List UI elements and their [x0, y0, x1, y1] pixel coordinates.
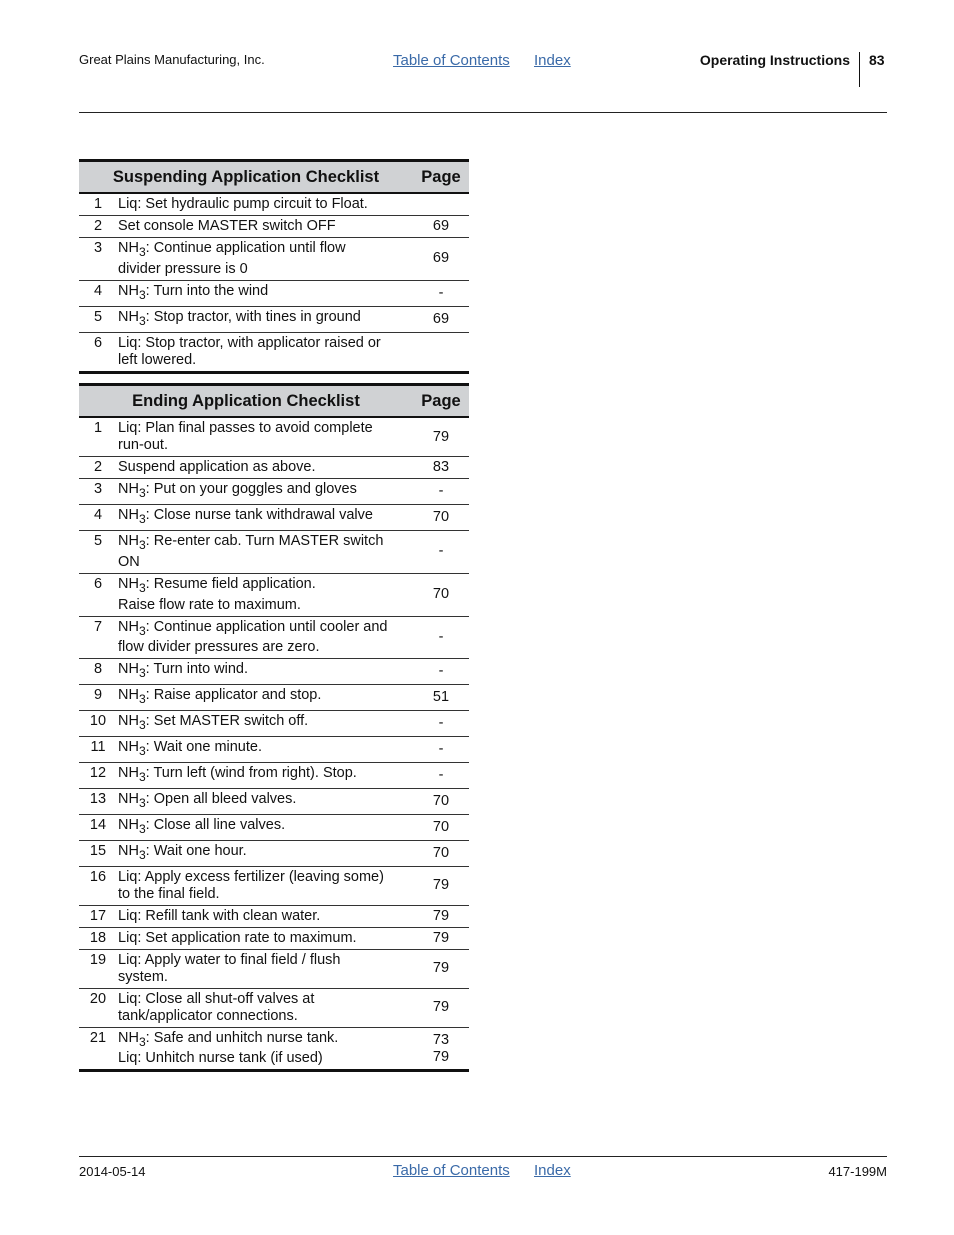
page-ref-value: 79	[432, 929, 450, 946]
table-row	[79, 280, 469, 306]
step-number: 15	[79, 840, 117, 866]
table-row	[79, 866, 469, 905]
step-line	[118, 459, 316, 475]
page-ref-value: 69	[432, 218, 450, 234]
page-ref	[413, 905, 469, 927]
header-divider	[859, 52, 860, 87]
footer-doc-number: 417-199M	[828, 1164, 887, 1179]
step-number: 4	[79, 280, 117, 306]
page-ref-value: -	[438, 482, 444, 499]
table-row	[79, 927, 469, 949]
page-column-header: Page	[413, 385, 469, 418]
page-ref-value: 70	[432, 792, 450, 809]
page-ref-value: -	[438, 715, 444, 732]
step-line	[118, 765, 357, 784]
footer-rule	[79, 1156, 887, 1157]
page-ref	[413, 659, 469, 685]
step-line-2: ON	[118, 553, 140, 570]
page-ref	[413, 306, 469, 332]
table-row	[79, 814, 469, 840]
step-line	[118, 661, 249, 681]
chemical-prefix: NH	[118, 575, 139, 592]
table-row	[79, 988, 469, 1027]
page-ref	[413, 479, 469, 505]
step-line	[118, 869, 384, 885]
table-row	[79, 193, 469, 216]
chemical-prefix: NH	[118, 765, 139, 782]
step-number: 3	[79, 479, 117, 505]
step-line-2: run-out.	[118, 437, 168, 453]
table-row	[79, 659, 469, 685]
page-ref	[413, 280, 469, 306]
step-line-text: Liq: Plan final passes to avoid complete	[118, 420, 373, 436]
chemical-subscript: 3	[138, 511, 146, 526]
step-line-text: : Resume field application.	[145, 575, 316, 592]
page-ref-value: 69	[432, 310, 450, 327]
chemical-subscript: 3	[138, 623, 146, 638]
step-number: 3	[79, 238, 117, 281]
page-ref	[413, 573, 469, 616]
page-ref	[413, 737, 469, 763]
step-line	[118, 739, 262, 759]
table-row	[79, 216, 469, 238]
chemical-subscript: 3	[138, 666, 146, 681]
page-ref-value: 70	[432, 586, 450, 603]
ending-checklist-table	[79, 383, 469, 1072]
chemical-prefix: NH	[118, 240, 139, 256]
chemical-prefix: NH	[118, 739, 139, 756]
table-row	[79, 332, 469, 372]
table-row	[79, 238, 469, 281]
step-text	[117, 685, 413, 711]
step-line-text: : Safe and unhitch nurse tank.	[145, 1029, 339, 1046]
page-ref-value: -	[438, 766, 444, 783]
step-line-text: : Raise applicator and stop.	[145, 687, 322, 704]
table-row	[79, 685, 469, 711]
step-number: 11	[79, 737, 117, 763]
page-number: 83	[869, 52, 885, 68]
step-line-text: Liq: Stop tractor, with applicator raised or	[118, 334, 381, 351]
chemical-prefix: NH	[118, 713, 139, 730]
step-line	[118, 481, 357, 500]
step-line-2: tank/applicator connections.	[118, 1007, 298, 1024]
step-number: 2	[79, 216, 117, 238]
step-line	[118, 930, 357, 946]
table-row	[79, 417, 469, 457]
table-title: Suspending Application Checklist	[79, 161, 413, 194]
page-ref	[413, 685, 469, 711]
step-line	[118, 618, 388, 638]
page-ref-value: 79	[432, 960, 450, 977]
step-line-2: left lowered.	[118, 351, 197, 368]
step-line-text: : Set MASTER switch off.	[145, 713, 309, 730]
chemical-prefix: NH	[118, 481, 139, 497]
page-ref-value: 79	[432, 877, 450, 894]
chemical-prefix: NH	[118, 1029, 139, 1046]
table-row	[79, 949, 469, 988]
chemical-prefix: NH	[118, 282, 139, 299]
chemical-prefix: NH	[118, 308, 139, 325]
step-number: 18	[79, 927, 117, 949]
step-line-text: Liq: Close all shut-off valves at	[118, 990, 315, 1007]
step-number: 5	[79, 306, 117, 332]
step-text	[117, 573, 413, 616]
table-row	[79, 711, 469, 737]
footer-toc-link[interactable]: Table of Contents	[393, 1162, 510, 1179]
page-ref-value: 51	[432, 689, 450, 706]
header-toc-link[interactable]: Table of Contents	[393, 52, 510, 69]
chemical-subscript: 3	[138, 313, 146, 328]
chemical-prefix: NH	[118, 661, 139, 678]
step-line-2: divider pressure is 0	[118, 260, 248, 277]
chemical-prefix: NH	[118, 618, 139, 635]
table-header-row	[79, 161, 469, 194]
suspending-checklist-table	[79, 159, 469, 374]
step-line	[118, 908, 320, 924]
table-row	[79, 840, 469, 866]
chemical-subscript: 3	[138, 769, 146, 784]
chemical-prefix: NH	[118, 842, 139, 859]
page-ref	[413, 616, 469, 659]
page-ref	[413, 417, 469, 457]
chemical-prefix: NH	[118, 506, 139, 523]
step-text	[117, 988, 413, 1027]
header-index-link[interactable]: Index	[534, 52, 571, 69]
page-ref	[413, 788, 469, 814]
step-text	[117, 238, 413, 281]
step-text	[117, 504, 413, 530]
step-line-text: : Close nurse tank withdrawal valve	[145, 506, 373, 523]
step-line-text: Liq: Set application rate to maximum.	[118, 929, 357, 946]
step-text	[117, 905, 413, 927]
step-line	[118, 218, 336, 234]
step-number: 17	[79, 905, 117, 927]
step-line	[118, 713, 309, 733]
step-line-text: : Close all line valves.	[145, 816, 286, 833]
step-line-text: : Put on your goggles and gloves	[145, 481, 357, 497]
step-text	[117, 306, 413, 332]
page-ref-value: -	[438, 543, 444, 560]
section-title: Operating Instructions	[699, 52, 850, 68]
page-ref	[413, 1027, 469, 1071]
step-text	[117, 530, 413, 573]
step-line-2: Raise flow rate to maximum.	[118, 596, 301, 613]
page-ref-value: 79	[432, 907, 450, 924]
page-ref-value: 69	[432, 250, 450, 267]
chemical-subscript: 3	[138, 795, 146, 810]
step-line-2: system.	[118, 968, 168, 985]
page-ref	[413, 193, 469, 216]
chemical-subscript: 3	[138, 485, 146, 500]
step-text	[117, 763, 413, 789]
step-line	[118, 335, 381, 351]
step-text	[117, 737, 413, 763]
step-line	[118, 575, 316, 595]
step-line	[118, 308, 361, 328]
step-text	[117, 814, 413, 840]
page-ref-value-2: 79	[432, 1048, 450, 1065]
table-row	[79, 457, 469, 479]
step-number: 2	[79, 457, 117, 479]
step-number: 16	[79, 866, 117, 905]
step-line-2: to the final field.	[118, 885, 220, 902]
step-number: 1	[79, 417, 117, 457]
step-text	[117, 1027, 413, 1071]
footer-date: 2014-05-14	[79, 1164, 146, 1179]
step-text	[117, 949, 413, 988]
step-text	[117, 417, 413, 457]
page-ref-value: 70	[432, 818, 450, 835]
page-ref	[413, 238, 469, 281]
step-line-2: flow divider pressures are zero.	[118, 639, 320, 656]
chemical-subscript: 3	[138, 1034, 146, 1049]
footer-index-link[interactable]: Index	[534, 1162, 571, 1179]
step-number: 4	[79, 504, 117, 530]
step-number: 8	[79, 659, 117, 685]
step-line-text: : Turn into wind.	[145, 661, 249, 678]
step-line-2: Liq: Unhitch nurse tank (if used)	[118, 1050, 323, 1067]
page-ref	[413, 504, 469, 530]
page-ref-value: 79	[432, 428, 450, 445]
page-ref-value: 70	[432, 508, 450, 525]
step-line	[118, 240, 346, 259]
table-row	[79, 573, 469, 616]
page-ref-value: -	[438, 284, 444, 301]
step-line	[118, 506, 373, 526]
page-ref-value: -	[438, 629, 444, 645]
page-ref	[413, 332, 469, 372]
step-line	[118, 687, 322, 707]
step-line-text: : Re-enter cab. Turn MASTER switch	[145, 532, 384, 549]
chemical-subscript: 3	[138, 692, 146, 707]
table-row	[79, 905, 469, 927]
table-title: Ending Application Checklist	[79, 385, 413, 418]
step-line	[118, 842, 247, 862]
step-line	[118, 1029, 339, 1049]
step-number: 19	[79, 949, 117, 988]
step-number: 14	[79, 814, 117, 840]
step-line	[118, 952, 340, 968]
step-number: 13	[79, 788, 117, 814]
chemical-subscript: 3	[138, 580, 146, 595]
page-ref-value: 70	[432, 844, 450, 861]
step-text	[117, 616, 413, 659]
chemical-prefix: NH	[118, 532, 139, 549]
page-ref	[413, 949, 469, 988]
step-number: 10	[79, 711, 117, 737]
step-line-text: : Wait one minute.	[145, 739, 262, 756]
page-ref	[413, 927, 469, 949]
chemical-subscript: 3	[138, 847, 146, 862]
step-line	[118, 282, 269, 302]
step-line-text: Set console MASTER switch OFF	[118, 218, 336, 234]
step-text	[117, 840, 413, 866]
chemical-subscript: 3	[138, 744, 146, 759]
step-line-text: Liq: Apply water to final field / flush	[118, 951, 341, 968]
step-line	[118, 532, 384, 552]
step-text	[117, 711, 413, 737]
page-ref-value: 79	[432, 999, 450, 1016]
step-line-text: : Continue application until flow	[145, 240, 346, 256]
chemical-subscript: 3	[138, 821, 146, 836]
chemical-subscript: 3	[138, 718, 146, 733]
step-number: 6	[79, 332, 117, 372]
step-text	[117, 788, 413, 814]
page-ref	[413, 814, 469, 840]
company-name: Great Plains Manufacturing, Inc.	[79, 52, 265, 67]
chemical-subscript: 3	[138, 287, 146, 302]
step-number: 20	[79, 988, 117, 1027]
page-ref-value: 73	[432, 1031, 450, 1048]
page-ref	[413, 711, 469, 737]
table-row	[79, 788, 469, 814]
chemical-prefix: NH	[118, 790, 139, 807]
step-text	[117, 216, 413, 238]
step-number: 12	[79, 763, 117, 789]
table-row	[79, 616, 469, 659]
step-number: 9	[79, 685, 117, 711]
table-row	[79, 504, 469, 530]
step-number: 7	[79, 616, 117, 659]
step-line	[118, 420, 373, 436]
step-text	[117, 479, 413, 505]
step-text	[117, 927, 413, 949]
page-ref	[413, 840, 469, 866]
step-text	[117, 193, 413, 216]
table-header-row	[79, 385, 469, 418]
page-column-header: Page	[413, 161, 469, 194]
step-text	[117, 866, 413, 905]
step-number: 6	[79, 573, 117, 616]
table-row	[79, 737, 469, 763]
header-rule	[79, 112, 887, 113]
step-text	[117, 280, 413, 306]
step-line-text: : Turn left (wind from right). Stop.	[145, 765, 357, 782]
step-number: 1	[79, 193, 117, 216]
step-line-text: Liq: Refill tank with clean water.	[118, 907, 321, 924]
page-ref	[413, 216, 469, 238]
step-line-text: : Turn into the wind	[145, 282, 269, 299]
step-text	[117, 457, 413, 479]
page-ref	[413, 763, 469, 789]
step-line	[118, 790, 297, 810]
step-line-text: : Wait one hour.	[145, 842, 247, 859]
step-line-text: Suspend application as above.	[118, 459, 316, 475]
page-ref-value: -	[438, 741, 444, 758]
chemical-subscript: 3	[138, 244, 146, 259]
table-row	[79, 479, 469, 505]
page-ref	[413, 457, 469, 479]
page-ref-value: -	[438, 663, 444, 680]
step-line-text: Liq: Set hydraulic pump circuit to Float.	[118, 196, 368, 212]
table-row	[79, 1027, 469, 1071]
table-row	[79, 306, 469, 332]
table-row	[79, 763, 469, 789]
page-ref	[413, 530, 469, 573]
table-row	[79, 530, 469, 573]
step-line	[118, 196, 368, 212]
step-line	[118, 816, 286, 836]
chemical-subscript: 3	[138, 537, 146, 552]
step-text	[117, 332, 413, 372]
chemical-prefix: NH	[118, 687, 139, 704]
page-ref	[413, 866, 469, 905]
step-line-text: : Stop tractor, with tines in ground	[145, 308, 361, 325]
step-number: 5	[79, 530, 117, 573]
step-number: 21	[79, 1027, 117, 1071]
page-ref-value: 83	[432, 459, 450, 475]
step-line-text: : Open all bleed valves.	[145, 790, 297, 807]
step-line	[118, 991, 314, 1007]
step-text	[117, 659, 413, 685]
page-ref	[413, 988, 469, 1027]
chemical-prefix: NH	[118, 816, 139, 833]
step-line-text: Liq: Apply excess fertilizer (leaving some)	[118, 868, 384, 885]
step-line-text: : Continue application until cooler and	[145, 618, 388, 635]
